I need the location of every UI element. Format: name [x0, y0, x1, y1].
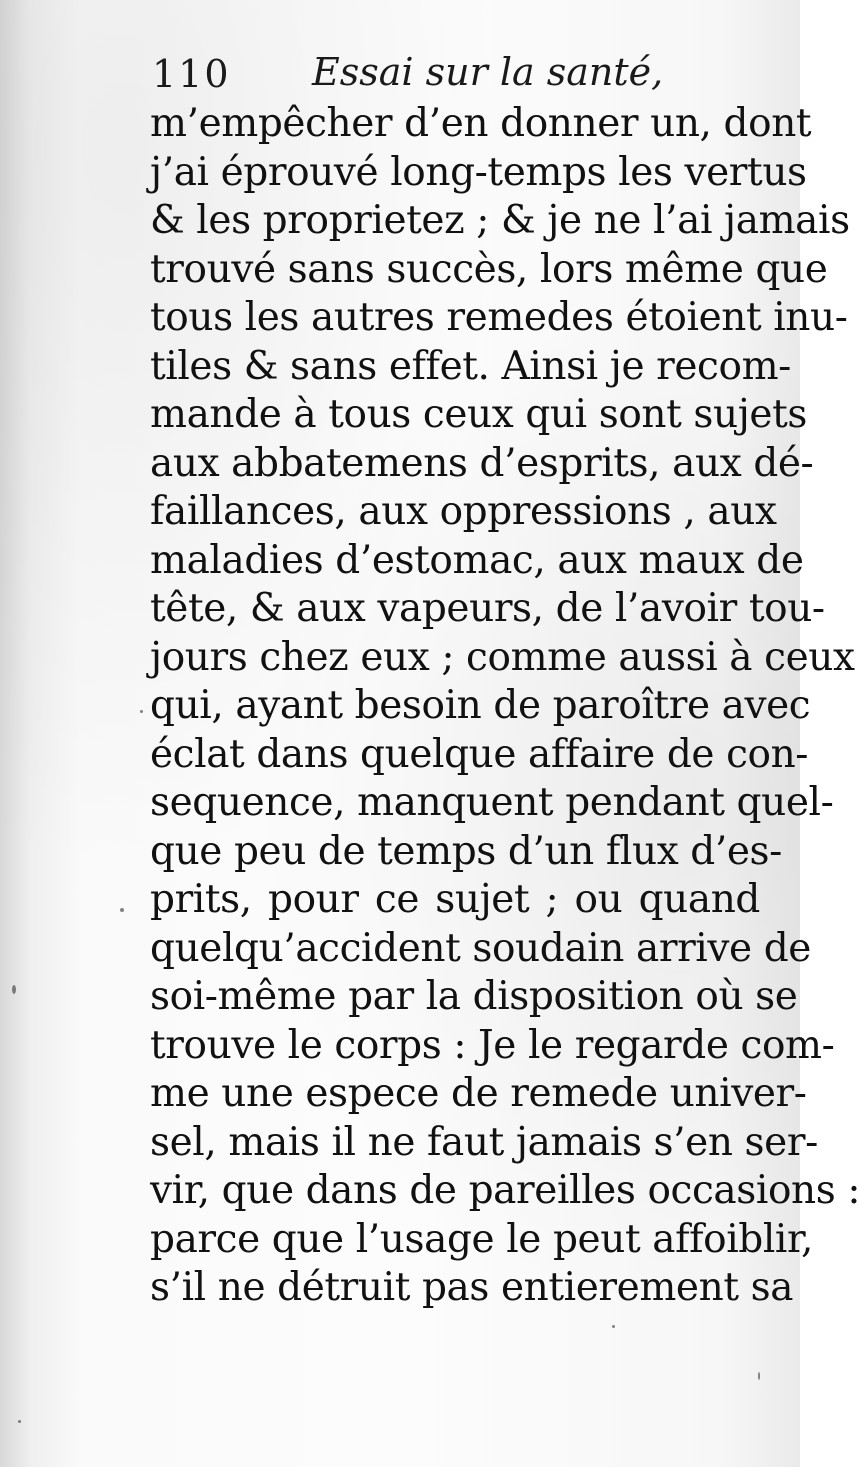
text-line: qui, ayant besoin de paroître avec	[150, 683, 811, 728]
running-title: Essai sur la santé,	[312, 50, 664, 94]
text-line: soi-même par la disposition où se	[150, 974, 798, 1019]
text-line: sequence, manquent pendant quel-	[150, 780, 834, 825]
text-line: tiles & sans effet. Ainsi je recom-	[150, 343, 791, 389]
text-line: faillances, aux oppressions , aux	[150, 489, 777, 534]
text-line: tous les autres remedes étoient inu-	[150, 295, 848, 340]
text-line: éclat dans quelque affaire de con-	[150, 731, 809, 777]
paper-speck	[612, 1325, 615, 1328]
body-text	[150, 100, 860, 1313]
text-line: que peu de temps d’un flux d’es-	[150, 828, 782, 874]
paper-speck	[120, 908, 124, 912]
text-line: maladies d’estomac, aux maux de	[150, 537, 804, 583]
text-line: s’il ne détruit pas entierement sa	[150, 1265, 794, 1310]
text-line: quelqu’accident soudain arrive de	[150, 925, 811, 971]
text-line: jours chez eux ; comme aussi à ceux	[150, 634, 855, 680]
paper-speck	[140, 710, 143, 713]
text-line: tête, & aux vapeurs, de l’avoir tou-	[150, 586, 825, 631]
paper-speck	[12, 985, 16, 994]
paper-speck	[758, 1372, 760, 1380]
paper-speck	[18, 1420, 21, 1423]
text-line: me une espece de remede univer-	[150, 1071, 807, 1116]
text-line: parce que l’usage le peut affoiblir,	[150, 1216, 813, 1262]
text-line: sel, mais il ne faut jamais s’en ser-	[150, 1119, 818, 1165]
text-line: prits, pour ce sujet ; ou quand	[150, 877, 760, 922]
text-line: mande à tous ceux qui sont sujets	[150, 392, 807, 437]
text-line: j’ai éprouvé long-temps les vertus	[150, 149, 807, 195]
text-line: trouvé sans succès, lors même que	[150, 246, 828, 292]
text-line: vir, que dans de pareilles occasions :	[150, 1168, 860, 1213]
text-line: aux abbatemens d’esprits, aux dé-	[150, 440, 814, 486]
text-line: trouve le corps : Je le regarde com-	[150, 1022, 835, 1068]
text-line: m’empêcher d’en donner un, dont	[150, 101, 812, 146]
page-header	[152, 42, 752, 100]
page-number: 110	[152, 52, 231, 96]
text-line: & les proprietez ; & je ne l’ai jamais	[150, 198, 850, 243]
